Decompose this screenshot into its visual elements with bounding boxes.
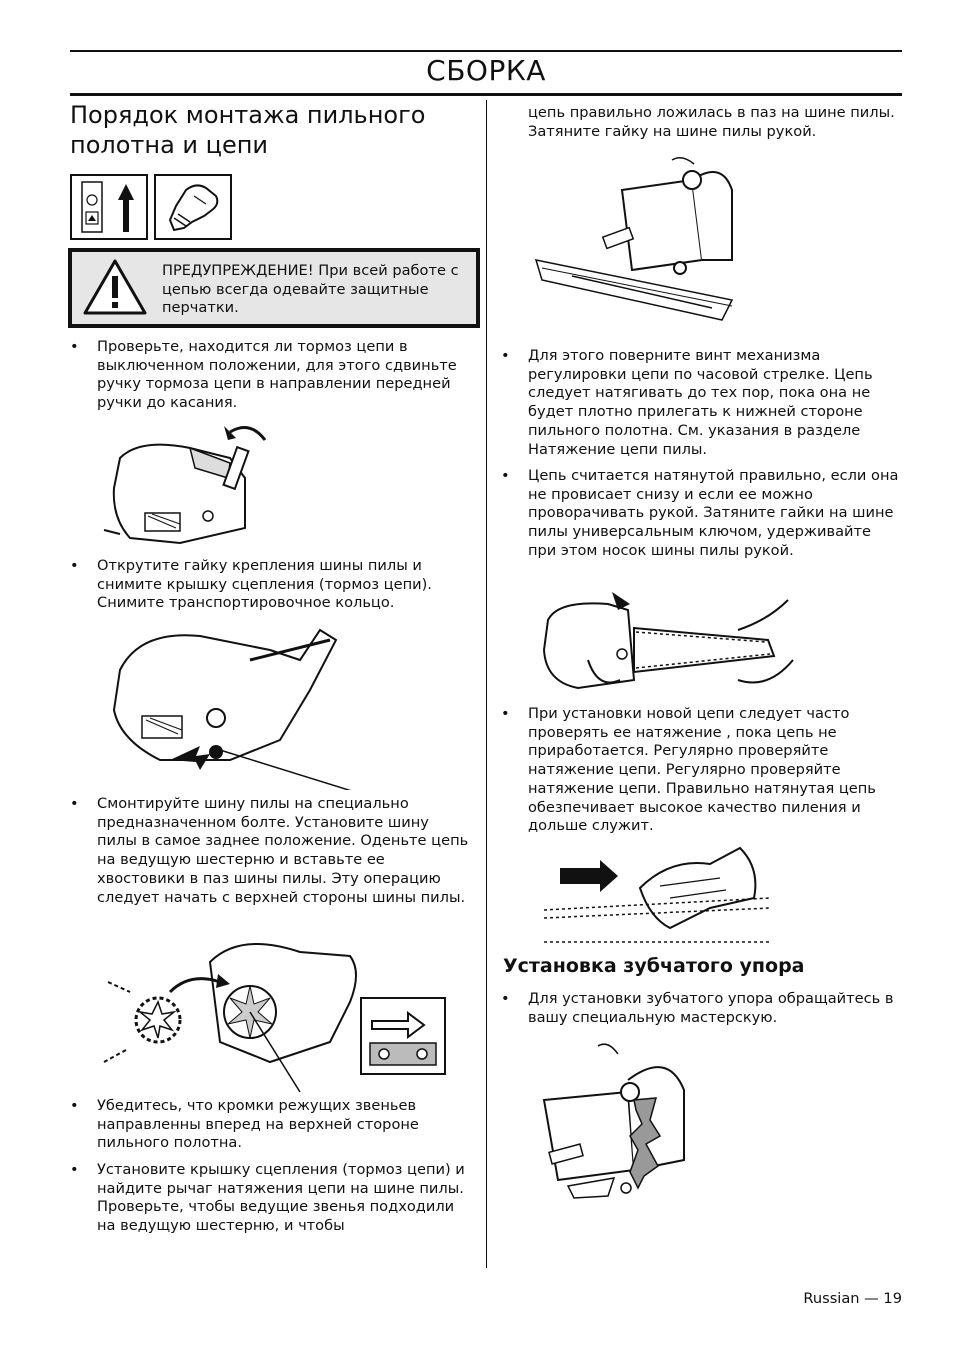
- spike-bumper-illustration: [538, 1040, 698, 1200]
- stop-switch-icon: [72, 176, 146, 238]
- clutch-cover-illustration: [100, 620, 360, 790]
- stop-switch-symbol: [70, 174, 148, 240]
- page-footer: Russian — 19: [803, 1290, 902, 1307]
- warning-triangle-icon: [82, 258, 148, 316]
- chain-tension-illustration: [538, 590, 798, 700]
- list-item: • Для установки зубчатого упора обращайтесь в вашу специальную мастерскую.: [501, 990, 894, 1026]
- list-item: • Смонтируйте шину пилы на специально предназначенном болте. Установите шину пилы в самое заднее положение. Оденьте цепь на ведущую шестерню и вставьте ее хвостовики в паз шины пилы. Эту операцию следует начать с верхней стороны шины пилы.: [70, 795, 469, 906]
- warning-box: [68, 248, 480, 328]
- bar-nut-illustration: [532, 150, 762, 340]
- header-rule-bottom: [70, 93, 902, 96]
- cutter-direction-symbol: [360, 997, 446, 1075]
- gloves-symbol: [154, 174, 232, 240]
- list-item: • Убедитесь, что кромки режущих звеньев направленны вперед на верхней стороне пильного полотна.: [70, 1097, 419, 1152]
- glove-icon: [156, 176, 230, 238]
- subsection-title: Установка зубчатого упора: [503, 955, 805, 977]
- cutter-link-icon: [362, 999, 444, 1073]
- list-item: • Проверьте, находится ли тормоз цепи в выключенном положении, для этого сдвиньте ручку тормоза цепи в направлении передней ручки до касания.: [70, 338, 457, 412]
- list-item: • При установки новой цепи следует часто проверять ее натяжение , пока цепь не приработается. Регулярно проверяйте натяжение цепи. Регулярно проверяйте натяжение цепи. Правильно натянутая цепь обезпечивает высокое качество пиления и дольше служит.: [501, 705, 876, 835]
- warning-text: ПРЕДУПРЕЖДЕНИЕ! При всей работе с цепью всегда одевайте защитные перчатки.: [162, 262, 459, 317]
- list-item: • Цепь считается натянутой правильно, если она не провисает снизу и если ее можно проворачивать рукой. Затяните гайки на шине пилы универсальным ключом, удерживайте при этом носок шины пилы рукой.: [501, 467, 899, 559]
- list-item: • Установите крышку сцепления (тормоз цепи) и найдите рычаг натяжения цепи на шине пилы. Проверьте, чтобы ведущие звенья подходили на ведущую шестерню, и чтобы: [70, 1161, 465, 1235]
- header-rule-top: [70, 50, 902, 52]
- continuation-text: цепь правильно ложилась в паз на шине пилы. Затяните гайку на шине пилы рукой.: [528, 104, 895, 140]
- section-title: Порядок монтажа пильного полотна и цепи: [70, 101, 426, 159]
- bar-and-chain-illustration: [100, 932, 360, 1092]
- chain-brake-illustration: [100, 418, 280, 553]
- list-item: • Для этого поверните винт механизма регулировки цепи по часовой стрелке. Цепь следует натягивать до тех пор, пока она не будет плотно прилегать к нижней стороне пильного полотна. См. указания в разделе Натяжение цепи пилы.: [501, 347, 873, 458]
- column-divider: [486, 100, 487, 1268]
- gloved-chain-check-illustration: [540, 838, 770, 948]
- list-item: • Открутите гайку крепления шины пилы и снимите крышку сцепления (тормоз цепи). Снимите транспортировочное кольцо.: [70, 557, 432, 612]
- page-header-title: СБОРКА: [426, 54, 546, 87]
